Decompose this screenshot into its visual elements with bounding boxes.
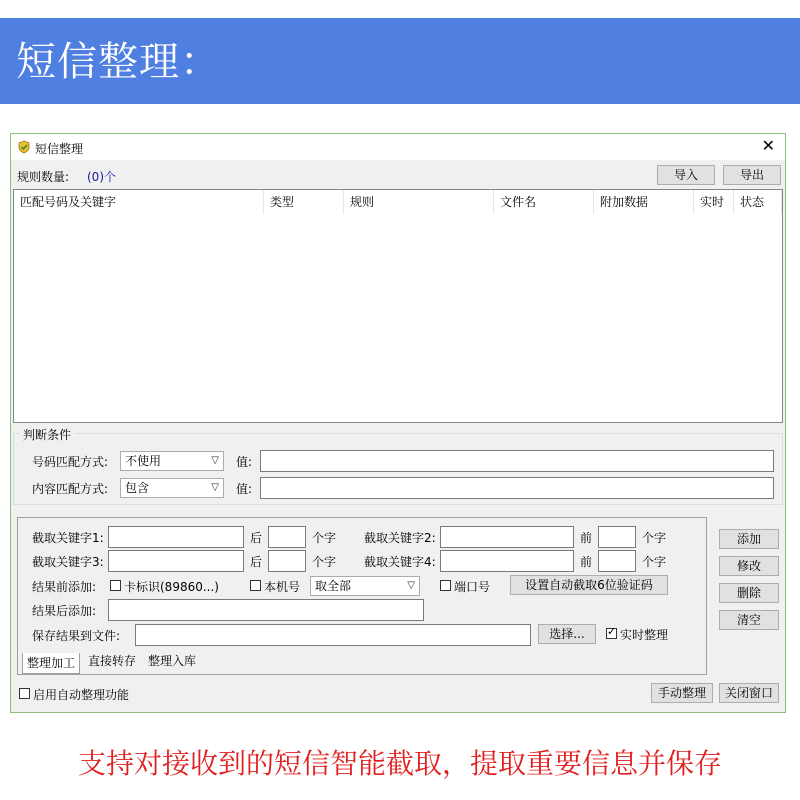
banner-title: 短信整理： — [16, 39, 221, 85]
feature-caption: 支持对接收到的短信智能截取，提取重要信息并保存 — [77, 747, 722, 780]
number-value-label: 值: — [236, 455, 253, 469]
keyword2-label: 截取关键字2: — [364, 531, 436, 545]
local-number-checkbox[interactable] — [250, 580, 261, 591]
auto-code-button[interactable]: 设置自动截取6位验证码 — [510, 575, 668, 595]
column-header-keyword[interactable]: 匹配号码及关键字 — [14, 190, 264, 214]
import-button[interactable]: 导入 — [657, 165, 715, 185]
export-button[interactable]: 导出 — [723, 165, 781, 185]
take-all-select[interactable]: 取全部 ▽ — [310, 576, 420, 596]
suffix-input[interactable] — [108, 599, 424, 621]
keyword1-label: 截取关键字1: — [32, 531, 104, 545]
tab-process[interactable]: 整理加工 — [22, 653, 80, 674]
check-icon: ✓ — [607, 625, 617, 638]
keyword4-input[interactable] — [440, 550, 574, 572]
card-id-label: 卡标识(89860...) — [124, 580, 219, 594]
prefix-label: 结果前添加: — [32, 580, 97, 594]
keyword2-before-label: 前 — [580, 531, 593, 545]
keyword3-chars-label: 个字 — [312, 555, 337, 569]
number-value-input[interactable] — [260, 450, 774, 472]
save-file-input[interactable] — [135, 624, 531, 646]
clear-button[interactable]: 清空 — [719, 610, 779, 630]
modify-button[interactable]: 修改 — [719, 556, 779, 576]
rules-count-label: 规则数量: — [17, 170, 70, 184]
number-match-label: 号码匹配方式: — [32, 455, 109, 469]
add-button[interactable]: 添加 — [719, 529, 779, 549]
keyword3-label: 截取关键字3: — [32, 555, 104, 569]
keyword2-chars-label: 个字 — [642, 531, 667, 545]
title-bar — [11, 134, 785, 160]
keyword4-label: 截取关键字4: — [364, 555, 436, 569]
chevron-down-icon: ▽ — [211, 455, 219, 466]
keyword4-count-input[interactable] — [598, 550, 636, 572]
tab-import-db[interactable]: 整理入库 — [148, 654, 197, 668]
column-header-type[interactable]: 类型 — [264, 190, 344, 214]
close-window-button[interactable]: 关闭窗口 — [719, 683, 779, 703]
column-header-realtime[interactable]: 实时 — [694, 190, 734, 214]
delete-button[interactable]: 删除 — [719, 583, 779, 603]
number-match-select[interactable]: 不使用 ▽ — [120, 451, 224, 471]
column-header-extra-data[interactable]: 附加数据 — [594, 190, 694, 214]
manual-organize-button[interactable]: 手动整理 — [651, 683, 713, 703]
content-value-label: 值: — [236, 482, 253, 496]
column-header-filename[interactable]: 文件名 — [494, 190, 594, 214]
extract-panel — [17, 517, 707, 675]
keyword3-after-label: 后 — [250, 555, 263, 569]
suffix-label: 结果后添加: — [32, 604, 97, 618]
keyword3-count-input[interactable] — [268, 550, 306, 572]
local-number-label: 本机号 — [264, 580, 301, 594]
card-id-checkbox[interactable] — [110, 580, 121, 591]
keyword4-before-label: 前 — [580, 555, 593, 569]
header-banner — [0, 18, 800, 104]
keyword3-input[interactable] — [108, 550, 244, 572]
keyword2-count-input[interactable] — [598, 526, 636, 548]
keyword1-chars-label: 个字 — [312, 531, 337, 545]
port-checkbox[interactable] — [440, 580, 451, 591]
chevron-down-icon: ▽ — [211, 482, 219, 493]
realtime-checkbox[interactable] — [606, 625, 617, 639]
content-value-input[interactable] — [260, 477, 774, 499]
sms-organize-window — [10, 133, 786, 713]
select-file-button[interactable]: 选择... — [538, 624, 596, 644]
window-title: 短信整理 — [35, 142, 84, 156]
rules-count-value: (0)个 — [87, 170, 116, 184]
port-label: 端口号 — [454, 580, 491, 594]
conditions-group-title: 判断条件 — [20, 426, 74, 443]
column-header-status[interactable]: 状态 — [734, 190, 782, 214]
auto-organize-checkbox[interactable] — [19, 688, 30, 699]
keyword2-input[interactable] — [440, 526, 574, 548]
content-match-select[interactable]: 包含 ▽ — [120, 478, 224, 498]
column-header-rule[interactable]: 规则 — [344, 190, 494, 214]
content-match-label: 内容匹配方式: — [32, 482, 109, 496]
auto-organize-label: 启用自动整理功能 — [33, 688, 130, 702]
conditions-group — [13, 428, 783, 505]
keyword1-input[interactable] — [108, 526, 244, 548]
keyword1-after-label: 后 — [250, 531, 263, 545]
chevron-down-icon: ▽ — [407, 580, 415, 591]
app-shield-icon — [17, 140, 31, 154]
keyword1-count-input[interactable] — [268, 526, 306, 548]
realtime-label: 实时整理 — [620, 628, 669, 642]
tab-direct-save[interactable]: 直接转存 — [88, 654, 137, 668]
save-file-label: 保存结果到文件: — [32, 629, 121, 643]
close-icon[interactable]: ✕ — [761, 136, 775, 155]
rules-list[interactable] — [13, 189, 783, 423]
keyword4-chars-label: 个字 — [642, 555, 667, 569]
